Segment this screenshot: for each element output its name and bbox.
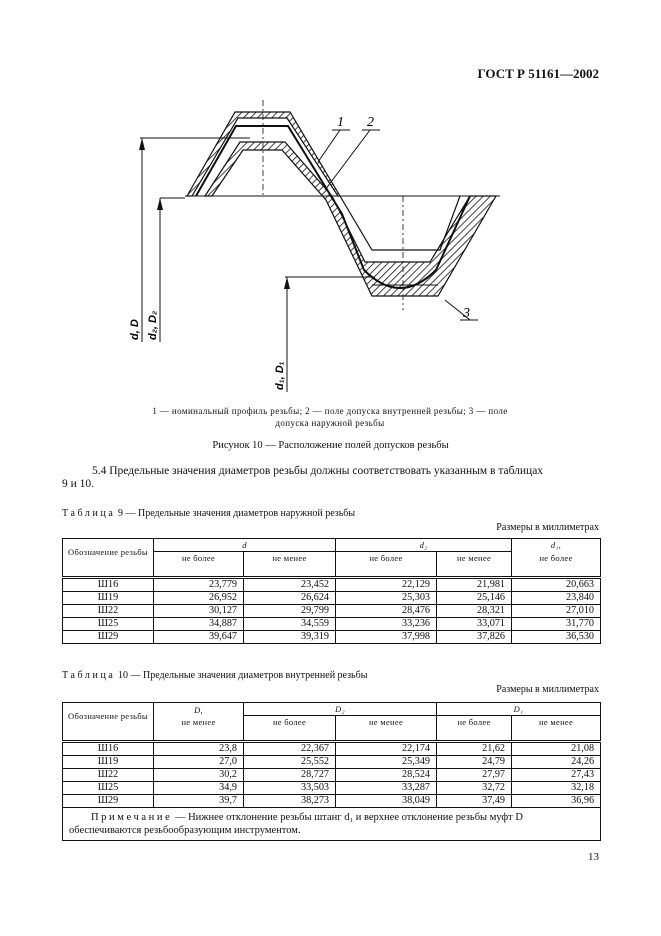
cell: 30,2 (154, 769, 244, 782)
cell: 25,303 (336, 592, 437, 605)
cell: 32,18 (512, 782, 601, 795)
table-row (63, 605, 601, 618)
thread-tolerance-figure (0, 0, 661, 400)
cell: 39,647 (154, 631, 244, 644)
callout-1: 1 (337, 115, 344, 130)
cell: 28,321 (437, 605, 512, 618)
cell: Ш29 (63, 795, 154, 808)
cell: 26,952 (154, 592, 244, 605)
table-row (63, 795, 601, 808)
cell: 27,97 (437, 769, 512, 782)
cell: 39,319 (244, 631, 336, 644)
cell: 33,071 (437, 618, 512, 631)
table9-sub-min: не менее (244, 552, 336, 565)
table10-note (63, 808, 601, 841)
cell: Ш22 (63, 605, 154, 618)
figure-title: Рисунок 10 — Расположение полей допусков резьбы (212, 440, 449, 451)
cell: 24,26 (512, 756, 601, 769)
table10-grp-D2: D₂ (244, 703, 437, 716)
cell: 37,826 (437, 631, 512, 644)
cell: 21,981 (437, 578, 512, 592)
cell: 23,840 (512, 592, 601, 605)
cell: 27,0 (154, 756, 244, 769)
cell: Ш19 (63, 756, 154, 769)
table9-grp-d1: d₁, (512, 539, 601, 552)
cell: 33,287 (336, 782, 437, 795)
table10-caption-word: Таблица (62, 670, 116, 681)
note-word: Примечание (91, 812, 173, 823)
cell: 34,887 (154, 618, 244, 631)
cell: 25,349 (336, 756, 437, 769)
callout-2: 2 (367, 115, 374, 130)
cell: 25,146 (437, 592, 512, 605)
clause-line1: 5.4 Предельные значения диаметров резьбы должны соответствовать указанным в таблицах (92, 465, 544, 477)
page-number: 13 (588, 851, 599, 863)
table10-caption (62, 670, 367, 681)
table9-sub-max: не более (154, 552, 244, 565)
table10-sub-max: не более (244, 716, 336, 729)
cell: 28,727 (244, 769, 336, 782)
dim-label-d1D1: d₁, D₁ (274, 361, 286, 390)
table10-grp-D1: D₁ (437, 703, 601, 716)
table10-note-row (63, 808, 601, 841)
table-row (63, 592, 601, 605)
cell: 22,129 (336, 578, 437, 592)
cell: 36,530 (512, 631, 601, 644)
figure-legend-line1: 1 — номинальный профиль резьбы; 2 — поле допуска внутренней резьбы; 3 — поле (152, 406, 508, 416)
table10-grp-D-label: D, (194, 704, 203, 715)
cell: Ш19 (63, 592, 154, 605)
cell: 33,503 (244, 782, 336, 795)
cell: 34,559 (244, 618, 336, 631)
table-row (63, 742, 601, 756)
cell: 23,8 (154, 742, 244, 756)
table10-sub-max: не более (437, 716, 512, 729)
cell: 27,43 (512, 769, 601, 782)
cell: 39,7 (154, 795, 244, 808)
table9-units: Размеры в миллиметрах (496, 522, 599, 533)
note-text1: — Нижнее отклонение резьбы штанг d₁ и верхнее отклонение резьбы муфт D (172, 812, 523, 823)
cell: 31,770 (512, 618, 601, 631)
table9-grp-d: d (154, 539, 336, 552)
cell: 28,524 (336, 769, 437, 782)
callout-3: 3 (463, 306, 470, 321)
clause-5-4 (62, 465, 602, 491)
cell: 34,9 (154, 782, 244, 795)
table9-sub-min: не менее (437, 552, 512, 565)
table10 (62, 702, 601, 841)
clause-line2: 9 и 10. (62, 478, 95, 490)
cell: 22,367 (244, 742, 336, 756)
table10-sub-min: не менее (336, 716, 437, 729)
cell: 21,62 (437, 742, 512, 756)
table9-caption-text: 9 — Предельные значения диаметров наружной резьбы (115, 508, 356, 519)
dim-label-dD: d, D (129, 319, 141, 340)
table9-sub-max: не более (512, 552, 601, 565)
table10-grp-D (154, 703, 244, 729)
cell: 26,624 (244, 592, 336, 605)
cell: 36,96 (512, 795, 601, 808)
table10-caption-text: 10 — Предельные значения диаметров внутренней резьбы (115, 670, 368, 681)
cell: 32,72 (437, 782, 512, 795)
figure-legend (110, 405, 550, 429)
table10-grp-D-sub: не менее (181, 716, 216, 727)
cell: 29,799 (244, 605, 336, 618)
tolerance-zone-3 (205, 142, 496, 296)
note-line1 (69, 811, 594, 824)
cell: 37,49 (437, 795, 512, 808)
cell: 23,452 (244, 578, 336, 592)
cell: 30,127 (154, 605, 244, 618)
cell: 24,79 (437, 756, 512, 769)
cell: 37,998 (336, 631, 437, 644)
table10-units: Размеры в миллиметрах (496, 684, 599, 695)
table9-col-designation: Обозначение резьбы (63, 539, 154, 565)
table10-sub-min: не менее (512, 716, 601, 729)
cell: 38,049 (336, 795, 437, 808)
table-row (63, 578, 601, 592)
cell: 25,552 (244, 756, 336, 769)
cell: 20,663 (512, 578, 601, 592)
cell: 27,010 (512, 605, 601, 618)
table9-grp-d2: d₂ (336, 539, 512, 552)
cell: Ш25 (63, 782, 154, 795)
cell: 23,779 (154, 578, 244, 592)
table9-sub-max: не более (336, 552, 437, 565)
dim-label-d2D2: d₂, D₂ (147, 310, 159, 340)
table-row (63, 769, 601, 782)
cell: 21,08 (512, 742, 601, 756)
cell: 22,174 (336, 742, 437, 756)
document-code: ГОСТ Р 51161—2002 (477, 66, 599, 81)
cell: Ш16 (63, 578, 154, 592)
table9 (62, 538, 601, 644)
cell: 38,273 (244, 795, 336, 808)
cell: Ш25 (63, 618, 154, 631)
cell: Ш16 (63, 742, 154, 756)
cell: 33,236 (336, 618, 437, 631)
figure-legend-line2: допуска наружной резьбы (275, 418, 385, 428)
cell: Ш29 (63, 631, 154, 644)
cell: Ш22 (63, 769, 154, 782)
note-text2: обеспечиваются резьбообразующим инструментом. (69, 825, 301, 836)
table-row (63, 782, 601, 795)
table-row (63, 756, 601, 769)
table9-caption (62, 508, 355, 519)
table10-col-designation: Обозначение резьбы (63, 703, 154, 729)
table-row (63, 618, 601, 631)
table9-caption-word: Таблица (62, 508, 116, 519)
table-row (63, 631, 601, 644)
cell: 28,476 (336, 605, 437, 618)
